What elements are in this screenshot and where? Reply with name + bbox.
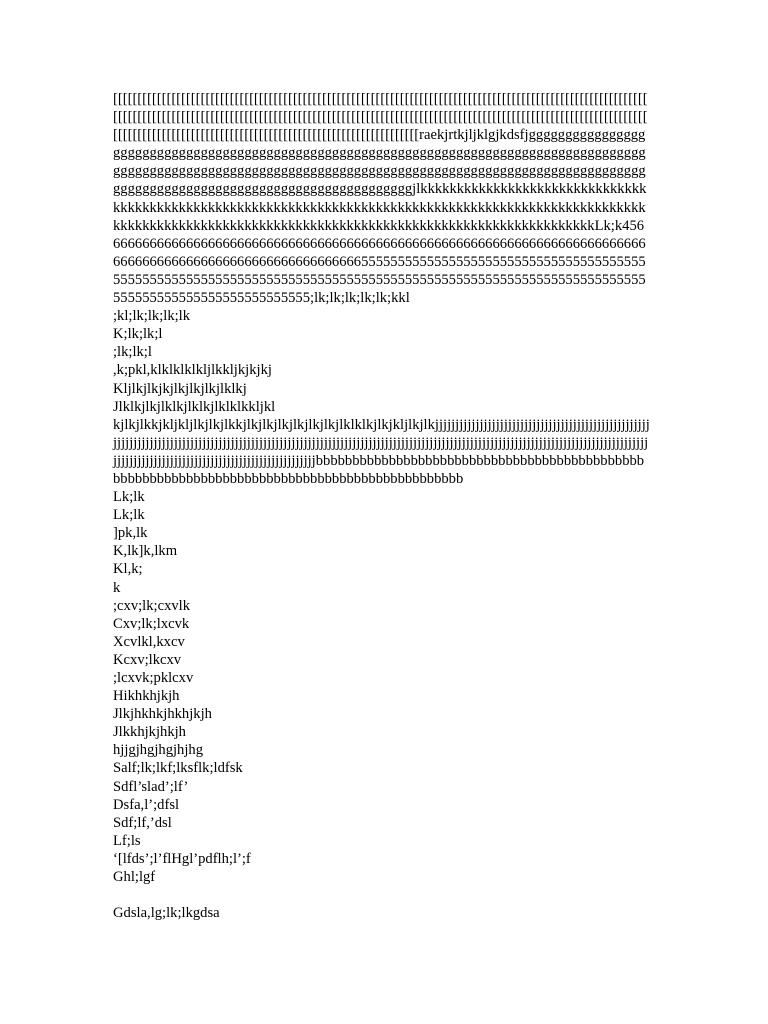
text-line: Kcxv;lkcxv xyxy=(113,651,182,668)
document-page xyxy=(113,90,651,922)
text-line: ,k;pkl,klklklklkljlkkljkjkjkj xyxy=(113,362,272,379)
text-line: K,lk]k,lkm xyxy=(113,543,178,560)
text-line: Sdfl’slad’;lf’ xyxy=(113,778,189,795)
text-line: Cxv;lk;lxcvk xyxy=(113,615,190,632)
blank-line xyxy=(113,886,651,904)
text-line: hjjgjhgjhgjhjhg xyxy=(113,742,203,759)
text-line: ;cxv;lk;cxvlk xyxy=(113,597,191,614)
text-line-last: Gdsla,lg;lk;lkgdsa xyxy=(113,905,220,922)
text-line: Kljlkjlkjkjlkjlkjlkjlklkj xyxy=(113,380,247,397)
text-line: Xcvlkl,kxcv xyxy=(113,633,185,650)
text-line: Salf;lk;lkf;lksflk;ldfsk xyxy=(113,760,243,777)
text-line: Ghl;lgf xyxy=(113,869,156,886)
text-line: ‘[lfds’;l’flHgl’pdflh;l’;f xyxy=(113,850,251,867)
text-line: K;lk;lk;l xyxy=(113,326,163,343)
text-line: Lf;ls xyxy=(113,832,141,849)
text-line: Jlklkjlkjlklkjlklkjlklklkkljkl xyxy=(113,398,276,415)
text-line: ;lcxvk;pklcxv xyxy=(113,670,194,686)
text-line: Dsfa,l’;dfsl xyxy=(113,796,180,813)
paragraph-j-b-run: kjlkjlkkjkljkljlkjlkjlkkjlkjlkjlkjlkjlkjlkjlklklkjlkjkljlkjlkjjjjjjjjjjjjjjjjjjjjjjjjjjjjjjjjjjjjjjjjjjjjjjjjjjjjjjjjjjjjjjjjjjjjjjjjjjjjjjjjjjjjjjjjjjjjjjjjjjjjjjjjjjjjjjjjjjjjjjjjjjjjjjjjjjjjjjjjjjjjjjjjjjjjjjjjjjjjjjjjjjjjjjjjjjjjjjjjjjjjjjjjjjjjjjjjjjjjjjjjjjjjjjjjjjjjjjjjjjjjjjjjjjjjjjjjjjjbbbbbbbbbbbbbbbbbbbbbbbbbbbbbbbbbbbbbbbbbbbbbbbbbbbbbbbbbbbbbbbbbbbbbbbbbbbbbbbbbbbbbbbbbbbbb xyxy=(113,416,650,487)
text-line: Hikhkhjkjh xyxy=(113,688,180,705)
text-line: Lk;lk xyxy=(113,507,145,524)
text-line: ]pk,lk xyxy=(113,525,148,542)
text-line: Jlkkhjkjhkjh xyxy=(113,724,186,741)
text-line: k xyxy=(113,579,121,596)
text-line: Lk;lk xyxy=(113,489,145,506)
paragraph-bracket-run: [[[[[[[[[[[[[[[[[[[[[[[[[[[[[[[[[[[[[[[[[[[[[[[[[[[[[[[[[[[[[[[[[[[[[[[[[[[[[[[[[[[[[[[[[[[[[[[[[[[[[[[[[[[[[[[[[[[[[[[[[[[[[[[[[[[[[[[[[[[[[[[[[[[[[[[[[[[[[[[[[[[[[[[[[[[[[[[[[[[[[[[[[[[[[[[[[[[[[[[[[[[[[[[[[[[[[[[[[[[[[[[[[[[[[[[[[[[[[[[[[[[[[[[[[[[[[[[[[[[[[[[[[[[[[[[[[[[[[[[[[[[raekjrtkjljklgjkdsfjgggggggggggggggggggggggggggggggggggggggggggggggggggggggggggggggggggggggggggggggggggggggggggggggggggggggggggggggggggggggggggggggggggggggggggggggggggggggggggggggggggggggggggggggggggggggggggggggggggggggggggjlkkkkkkkkkkkkkkkkkkkkkkkkkkkkkkkkkkkkkkkkkkkkkkkkkkkkkkkkkkkkkkkkkkkkkkkkkkkkkkkkkkkkkkkkkkkkkkkkkkkkkkkkkkkkkkkkkkkkkkkkkkkkkkkkkkkkkkkkkkkkkkkkkkkkkkkkkkkkkkkkkkkkkkkkkkLk;k456666666666666666666666666666666666666666666666666666666666666666666666666666666666666666666666666666666666665555555555555555555555555555555555555555555555555555555555555555555555555555555555555555555555555555555555555555555555555555555555555555555;lk;lk;lk;lk;lk;kkl xyxy=(113,91,648,307)
text-line: Jlkjhkhkjhkhjkjh xyxy=(113,706,212,723)
text-line: ;kl;lk;lk;lk;lk xyxy=(113,308,191,325)
text-line: ;lk;lk;l xyxy=(113,344,152,361)
text-line: Sdf;lf,’dsl xyxy=(113,814,172,831)
text-line: Kl,k; xyxy=(113,561,143,578)
